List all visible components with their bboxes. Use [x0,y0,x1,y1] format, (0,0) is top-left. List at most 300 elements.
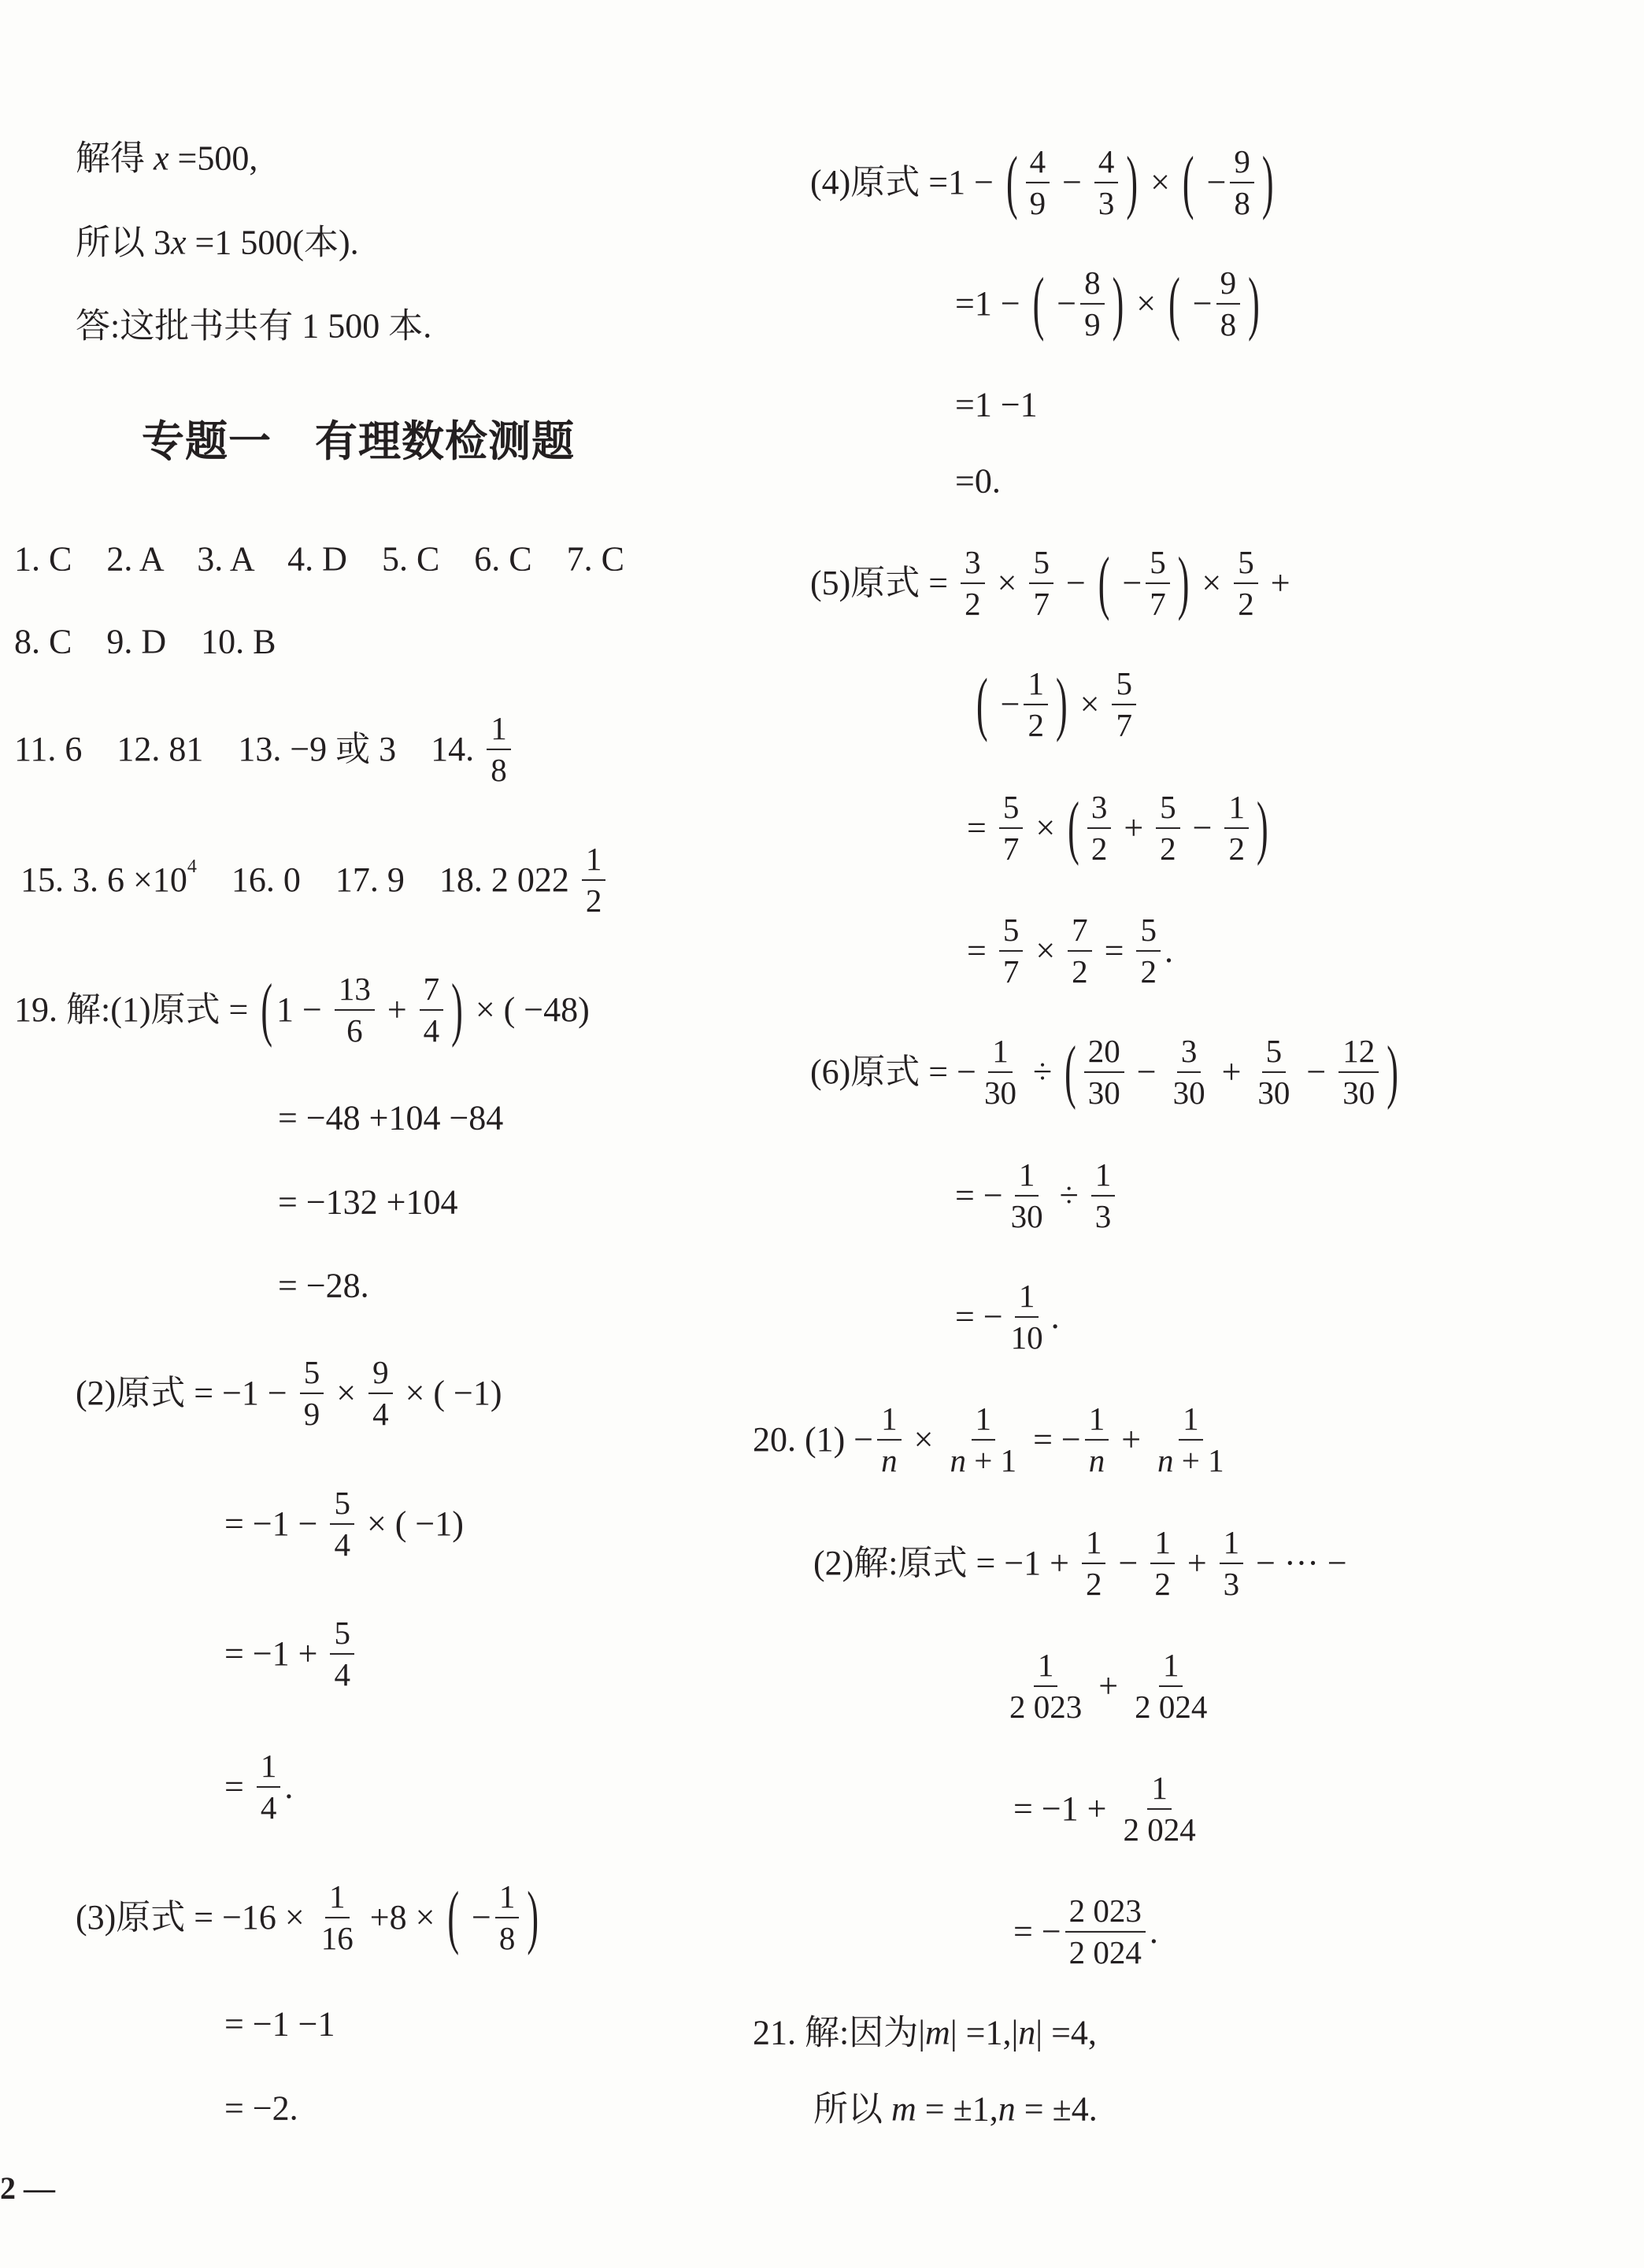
math-text: = ±1, [916,2089,998,2129]
math-text: 所以 [813,2089,891,2129]
fraction-denominator: 9 [303,1396,320,1432]
answer-line [14,711,515,788]
math-text: = −2. [224,2089,298,2128]
fraction-numerator: 4 [1094,144,1119,183]
parenthesis: ( [261,969,272,1049]
math-variable: m [891,2089,916,2129]
fraction [1087,790,1112,867]
fraction [1065,1893,1146,1970]
fraction [1136,912,1161,990]
answer-line [967,912,1173,990]
fraction-numerator: 7 [420,971,444,1011]
math-text: × [1193,563,1231,602]
fraction-numerator: 9 [368,1355,393,1394]
parenthesis: ( [1005,142,1018,222]
fraction [1216,265,1241,342]
fraction-numerator: 1 [1082,1525,1106,1564]
math-text: | =4, [1035,2013,1097,2052]
fraction [1220,1525,1244,1602]
math-text: 15. 3. 6 ×10 [20,860,187,899]
fraction-numerator: 7 [1068,912,1092,952]
fraction [1007,1278,1047,1356]
math-text: = − [1024,1419,1081,1459]
math-text: 解得 [76,139,154,178]
math-text: + 1 [1173,1442,1224,1478]
fraction-numerator: 9 [1230,144,1254,183]
fraction [877,1401,902,1478]
math-text: × [1027,931,1065,970]
fraction-numerator: 20 [1084,1034,1124,1073]
parenthesis: ( [1032,263,1045,343]
fraction-numerator: 5 [1156,790,1180,829]
fraction-numerator: 5 [330,1485,354,1525]
math-text: − [991,684,1020,723]
math-text: − [1183,283,1213,323]
parenthesis: ) [1256,787,1268,868]
fraction [330,1615,354,1693]
fraction-numerator: 1 [257,1748,281,1788]
math-text: × ( −1) [357,1504,464,1543]
math-text: = −1 + [224,1633,327,1673]
section-heading [142,417,575,466]
parenthesis: ) [1387,1031,1398,1112]
parenthesis: ( [1182,142,1194,222]
math-text: − [463,1897,491,1937]
answer-line [224,2089,298,2129]
math-text: + [1090,1666,1127,1705]
solution-line [76,224,359,264]
math-text: =0. [955,461,1001,501]
math-text: − [1183,808,1221,847]
math-text: ÷ [1024,1052,1061,1091]
fraction-denominator: 30 [1342,1075,1376,1111]
fraction-numerator: 5 [999,790,1024,829]
fraction-denominator: 3 [1223,1566,1240,1602]
math-variable: n [1157,1442,1174,1478]
fraction-denominator: 2 [1072,953,1088,990]
answer-line [20,842,609,919]
fraction-denominator: 8 [1220,306,1237,342]
math-text: − [1298,1052,1335,1091]
fraction-numerator: 4 [1026,144,1050,183]
math-text: = − [955,1175,1003,1215]
fraction-denominator: 16 [320,1920,354,1956]
math-text: 20. (1) − [753,1419,874,1459]
math-text: = [1095,931,1133,970]
fraction-numerator: 1 [1034,1648,1058,1687]
fraction [1082,1525,1106,1602]
fraction-numerator: 5 [999,912,1024,952]
math-variable: n [1018,2013,1036,2052]
answer-line [278,1183,457,1223]
fraction-denominator: 30 [1172,1075,1205,1111]
parenthesis: ) [1261,142,1274,222]
math-variable: n [950,1442,966,1478]
fraction-numerator: 1 [1085,1401,1109,1441]
fraction [1230,144,1254,221]
fraction [1085,1401,1109,1478]
fraction-numerator: 9 [1216,265,1241,305]
fraction-denominator: 9 [1084,306,1101,342]
math-text: | =1,| [950,2013,1019,2052]
fraction [495,1879,520,1956]
math-text: × [1127,283,1165,323]
math-text: . [1149,1911,1158,1951]
answer-line [1013,1770,1204,1848]
parenthesis: ) [1112,263,1124,343]
answer-line [278,1267,369,1307]
fraction-denominator: 7 [1116,707,1132,743]
math-text: + [1261,563,1290,602]
answer-line [224,1485,464,1563]
math-text: + [1113,1419,1150,1459]
fraction-denominator: 2 [1228,831,1245,867]
math-text: =1 500(本). [186,223,359,262]
fraction [946,1401,1020,1478]
math-variable: n [998,2089,1016,2129]
math-text: × ( −48) [466,990,590,1029]
math-text: (2)原式 = −1 − [76,1373,296,1412]
answer-line [76,1355,502,1432]
exponent: 4 [187,857,197,878]
math-text: (3)原式 = −16 × [76,1897,313,1937]
math-text: (6)原式 = − [810,1052,976,1091]
math-text: × [1027,808,1065,847]
fraction [582,842,606,919]
fraction-numerator: 13 [335,971,375,1011]
fraction-denominator: 2 [1085,1566,1102,1602]
fraction-denominator: 30 [1087,1075,1120,1111]
math-text: . [1050,1297,1060,1336]
answer-line [14,971,590,1049]
fraction [1068,912,1092,990]
fraction-denominator: 4 [260,1789,277,1826]
fraction [1091,1157,1116,1234]
fraction [1234,545,1258,622]
solution-line [76,307,431,347]
math-text: × ( −1) [396,1373,502,1412]
fraction [330,1485,354,1563]
math-text: + [1213,1052,1250,1091]
math-text: × [905,1419,942,1459]
page-number-text: 2 — [0,2170,55,2206]
answer-line [972,666,1140,743]
fraction-numerator: 5 [1262,1034,1287,1073]
math-text: 16. 0 17. 9 18. 2 022 [196,860,578,899]
math-text: = −132 +104 [278,1182,458,1222]
math-text: 19. 解:(1)原式 = [14,990,257,1029]
math-text: ÷ [1050,1175,1087,1215]
math-text: =1 −1 [955,385,1038,424]
fraction-denominator: 3 [1098,185,1115,221]
fraction-denominator: 10 [1010,1319,1043,1356]
fraction-numerator: 1 [1015,1157,1039,1197]
math-text: 21. 解:因为| [753,2013,926,2052]
fraction [1094,144,1119,221]
answer-line [813,1525,1347,1602]
fraction-numerator: 2 023 [1065,1893,1146,1933]
fraction-numerator: 1 [1015,1278,1039,1318]
fraction-denominator: 4 [423,1012,440,1049]
answer-line [224,1615,358,1693]
math-text: = ±4. [1015,2089,1098,2129]
answer-line [278,1099,503,1139]
fraction-numerator: 5 [1146,545,1170,584]
parenthesis: ) [1248,263,1260,343]
fraction [1339,1034,1379,1111]
fraction [1080,265,1105,342]
fraction [1119,1770,1199,1848]
fraction-numerator: 3 [1087,790,1112,829]
fraction-numerator: 1 [1147,1770,1172,1810]
fraction [487,711,511,788]
fraction-numerator: 1 [877,1401,902,1441]
fraction-numerator: 1 [1220,1525,1244,1564]
math-text: + [378,990,416,1029]
answer-line [955,265,1264,342]
math-text: × [328,1373,365,1412]
fraction-numerator: 8 [1080,265,1105,305]
fraction-denominator: 2 [1160,831,1176,867]
parenthesis: ) [1177,542,1190,623]
math-text: = −1 − [224,1504,327,1543]
answer-line [1013,1893,1158,1970]
fraction [961,545,985,622]
parenthesis: ) [1126,142,1139,222]
fraction [980,1034,1020,1111]
fraction-denominator: 7 [1150,586,1166,622]
fraction-denominator: 2 024 [1068,1934,1142,1970]
fraction [1029,545,1053,622]
answer-line [753,1401,1232,1478]
parenthesis: ( [1168,263,1180,343]
math-text: (4)原式 =1 − [810,162,1002,202]
fraction-denominator: 7 [1002,953,1020,990]
fraction [1005,1648,1086,1725]
math-text: × [1142,162,1179,202]
math-variable: m [925,2013,950,2052]
fraction-denominator: 2 023 [1009,1689,1083,1725]
fraction [257,1748,281,1826]
fraction-denominator: 3 [1094,1198,1112,1234]
math-text: =500, [168,139,258,178]
fraction-denominator: 2 [1154,1566,1171,1602]
parenthesis: ) [451,969,463,1049]
fraction-numerator: 1 [1091,1157,1116,1197]
fraction-numerator: 1 [487,711,511,750]
answer-line [810,1031,1402,1112]
math-text: (2)解:原式 = −1 + [813,1543,1078,1582]
math-text: − [1053,162,1090,202]
answer-line [955,462,1001,502]
fraction-denominator: 6 [346,1012,363,1049]
fraction [1084,1034,1124,1111]
fraction-numerator: 1 [582,842,606,881]
math-text: = −1 + [1013,1789,1116,1828]
math-text: 11. 6 12. 81 13. −9 或 3 14. [14,729,483,768]
fraction [1146,545,1170,622]
fraction-numerator: 5 [1029,545,1053,584]
answer-line [810,542,1290,623]
math-text: − ··· − [1247,1543,1347,1582]
page-number [0,2170,55,2207]
fraction-denominator: 8 [1234,185,1250,221]
answer-line [955,386,1038,426]
fraction [335,971,375,1049]
fraction-numerator: 5 [1234,545,1258,584]
math-variable: n [881,1442,898,1478]
fraction [1150,1525,1175,1602]
fraction-denominator: 30 [983,1075,1016,1111]
math-text: = −48 +104 −84 [278,1098,504,1138]
parenthesis: ( [1065,1031,1076,1112]
fraction-numerator: 5 [1112,666,1136,705]
answer-line [1002,1648,1215,1725]
fraction-denominator [877,1441,902,1478]
math-text: − [1198,162,1227,202]
answer-line [224,1748,293,1826]
fraction-numerator: 1 [1224,790,1249,829]
fraction [999,912,1024,990]
parenthesis: ) [527,1877,539,1957]
math-variable: x [171,223,187,262]
fraction-denominator: 2 [1090,831,1108,867]
fraction-numerator: 1 [1179,1401,1203,1441]
math-text: 1. C 2. A 3. A 4. D 5. C 6. C 7. C [14,539,625,579]
parenthesis: ) [1055,664,1068,744]
math-text: = −28. [278,1266,369,1305]
math-text: = − [1013,1911,1061,1951]
math-text: 答:这批书共有 1 500 本. [76,306,432,346]
fraction [368,1355,393,1432]
fraction-denominator: 8 [491,752,507,788]
answer-line [967,787,1272,868]
fraction-numerator: 5 [300,1355,324,1394]
math-text: + [1115,808,1153,847]
answer-line [955,1157,1119,1234]
fraction-denominator: 4 [334,1526,350,1563]
math-text: . [1164,931,1173,970]
fraction [999,790,1024,867]
math-text: = [224,1767,253,1806]
fraction [420,971,444,1049]
math-text: =1 − [955,283,1029,323]
fraction [300,1355,324,1432]
fraction-denominator: 8 [498,1920,516,1956]
math-text: × [988,563,1026,602]
math-text: = −1 −1 [224,2004,335,2044]
fraction-denominator [1085,1441,1109,1478]
fraction-numerator: 5 [330,1615,354,1655]
fraction-numerator: 1 [1159,1648,1183,1687]
math-text: (5)原式 = [810,563,957,602]
parenthesis: ( [447,1877,460,1957]
math-text: 所以 3 [76,223,171,262]
answer-line [810,144,1278,221]
fraction-denominator: 2 024 [1123,1811,1196,1848]
math-text: = − [955,1297,1003,1336]
math-text: − [1057,563,1094,602]
fraction-numerator: 1 [972,1401,996,1441]
fraction-numerator: 12 [1339,1034,1379,1073]
fraction [1007,1157,1047,1234]
math-text: +8 × [361,1897,444,1937]
math-text: × [1071,684,1109,723]
fraction-denominator: 30 [1257,1075,1290,1111]
fraction-denominator: 30 [1010,1198,1043,1234]
math-text: 8. C 9. D 10. B [14,622,276,661]
fraction-numerator: 1 [988,1034,1013,1073]
section-heading-text: 专题一 有理数检测题 [142,417,575,465]
fraction [1224,790,1249,867]
fraction [1026,144,1050,221]
fraction-denominator: 2 [1140,953,1157,990]
math-text: . [284,1767,294,1806]
parenthesis: ( [1068,787,1079,868]
math-variable: x [154,139,169,178]
fraction [1253,1034,1294,1111]
fraction [1112,666,1136,743]
answer-line [224,2005,335,2045]
fraction-denominator: 7 [1033,586,1050,622]
answer-line [753,2014,1097,2054]
fraction-numerator: 1 [495,1879,520,1918]
fraction [1156,790,1180,867]
fraction-denominator: 2 [585,882,602,919]
fraction-numerator: 5 [1136,912,1161,952]
answer-line [955,1278,1060,1356]
fraction-denominator: 2 [965,586,981,622]
answer-line [14,540,624,580]
math-text: = [967,931,995,970]
fraction [317,1879,357,1956]
fraction-denominator: 4 [372,1396,389,1432]
answer-line [76,1879,542,1956]
fraction-numerator: 1 [1150,1525,1175,1564]
fraction-denominator: 7 [1002,831,1020,867]
fraction-numerator: 1 [1024,666,1048,705]
math-text: = [967,808,995,847]
fraction-denominator: 2 024 [1135,1689,1208,1725]
math-text: 1 − [276,990,331,1029]
math-text: + [1178,1543,1216,1582]
answer-line [813,2090,1098,2130]
fraction-numerator: 1 [325,1879,350,1918]
parenthesis: ( [1098,542,1110,623]
fraction-denominator [946,1441,1020,1478]
fraction-numerator: 3 [1177,1034,1202,1073]
math-variable: n [1088,1442,1105,1478]
math-text: − [1048,283,1077,323]
math-text: − [1109,1543,1147,1582]
fraction [1024,666,1048,743]
answer-line [14,623,276,663]
fraction [1153,1401,1228,1478]
fraction-denominator: 2 [1238,586,1254,622]
fraction-numerator: 3 [961,545,985,584]
math-text: − [1127,1052,1165,1091]
parenthesis: ( [976,664,988,744]
fraction [1131,1648,1211,1725]
fraction-denominator: 2 [1028,707,1044,743]
fraction-denominator: 9 [1029,185,1046,221]
fraction [1169,1034,1209,1111]
math-text: + 1 [965,1442,1017,1478]
fraction-denominator [1153,1441,1228,1478]
solution-line [76,139,257,179]
fraction-denominator: 4 [334,1656,350,1693]
math-text: − [1113,563,1142,602]
